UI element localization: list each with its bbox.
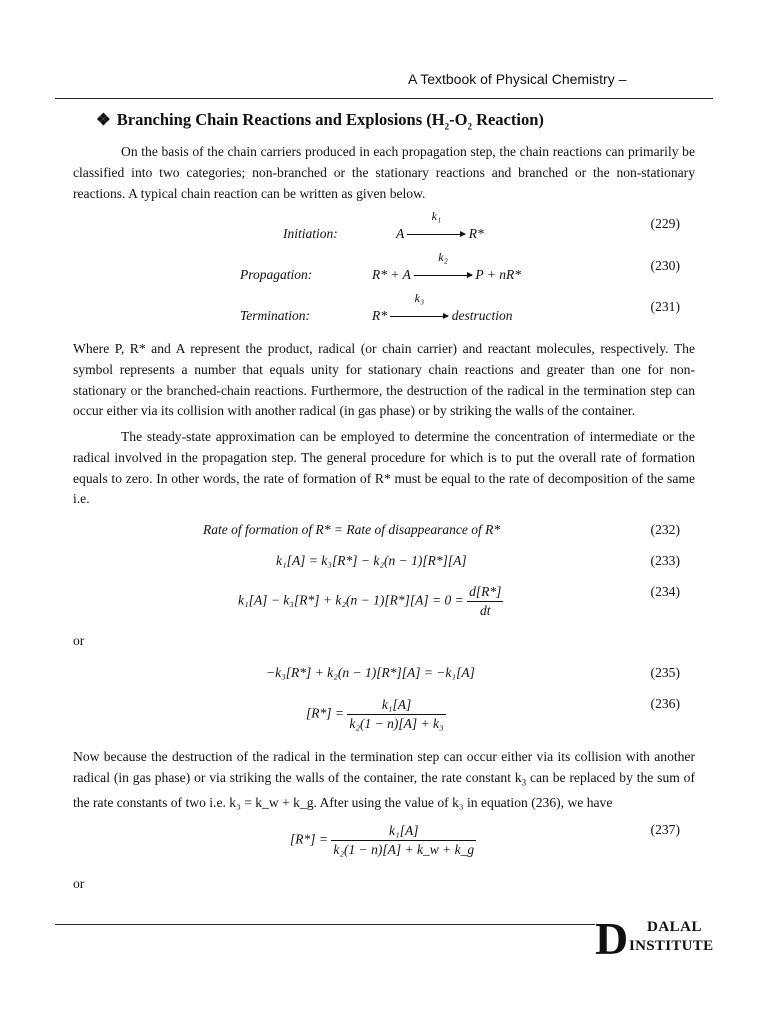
eq-lhs: R* + A [372,267,411,282]
equation-229-label: Initiation: [283,226,338,241]
denominator: k₂(1 − n)[A] + k_w + k_g [333,842,475,857]
equation-number: (232) [650,522,680,537]
eq-lhs: A [396,226,405,241]
equation-235: −k₃[R*] + k₂(n − 1)[R*][A] = −k₁[A] [266,665,475,680]
connector-or: or [73,876,85,891]
section-title-sub: 2 [467,121,472,132]
section-title-mid: -O [449,110,468,129]
reaction-arrow-icon [390,291,448,324]
reaction-arrow-icon [407,209,465,242]
equation-number: (234) [650,584,680,599]
paragraph-intro: On the basis of the chain carriers produced in each propagation step, the chain reactions can primarily be classified into two categories; non-branched or the stationary reactions and branched or the non-stationary reactions. A typical chain reaction can be written as given below. [73,144,695,201]
footer-rule [55,924,595,925]
equation-number: (233) [650,553,680,568]
rate-constant: k₃ [414,291,425,305]
reaction-arrow-icon [414,250,472,283]
paragraph-where: Where P, R* and A represent the product, radical (or chain carrier) and reactant molecules, respectively. The symbol represents a number that equals unity for stationary chain reactions and greater than one for non-stationary or the branched-chain reactions. Furthermore, the destruction of the radical in the termination step can occur either via its collision with another radical (in gas phase) or by striking the walls of the container. [73,341,695,419]
logo-line1: DALAL [647,919,703,935]
equation-230-label: Propagation: [240,267,313,282]
running-header: A Textbook of Physical Chemistry – [408,71,627,87]
equation-231 [372,291,513,324]
paragraph-steady-state: The steady-state approximation can be employed to determine the concentration of intermediate or the radical involved in the propagation step. The general procedure for which is to put the overall rate of formation equals to zero. In other words, the rate of formation of R* must be equal to the rate of decomposition of the same i.e. [73,429,695,507]
section-title [96,110,544,131]
rate-constant: k₁ [431,209,442,223]
equation-number: (237) [650,822,680,837]
eq-lhs: k₁[A] − k₃[R*] + k₂(n − 1)[R*][A] = 0 = [238,592,464,608]
paragraph-text: Now because the destruction of the radical in the termination step can occur either via its collision with another radical (in gas phase) or via striking the walls of the container, the rate constant k [73,749,695,785]
section-title-text: Branching Chain Reactions and Explosions (H [116,110,445,129]
numerator: d[R*] [467,583,503,602]
eq-lhs: [R*] = [290,831,328,847]
equation-230 [372,250,521,283]
fraction [347,696,445,733]
section-title-sub: 2 [444,121,450,132]
equation-233: k₁[A] = k₃[R*] − k₂(n − 1)[R*][A] [276,553,467,568]
numerator: k₁[A] [331,822,476,841]
equation-number: (231) [650,299,680,314]
fraction [331,822,476,859]
equation-232: Rate of formation of R* = Rate of disappearance of R* [203,522,501,537]
numerator: k₁[A] [347,696,445,715]
logo-letter: D [595,913,629,964]
header-rule [55,98,713,99]
equation-number: (235) [650,665,680,680]
eq-rhs: P + nR* [475,267,521,282]
paragraph-rate-constant [73,747,695,814]
equation-229 [396,209,484,242]
paragraph-text: can be replaced by the sum of the rate constants of two i.e. k₃ = k_w + k_g. After using the value of k₃ in equation (236), we have [73,769,696,811]
logo-line2: INSTITUTE [629,938,714,954]
equation-number: (230) [650,258,680,273]
equation-231-label: Termination: [240,308,311,323]
section-title-end: Reaction) [471,110,544,129]
eq-rhs: destruction [451,308,513,323]
denominator: dt [480,603,491,618]
diamond-bullet-icon: ❖ [96,110,111,129]
eq-lhs: R* [372,308,387,323]
rate-constant: k₂ [438,250,448,264]
eq-rhs: R* [468,226,484,241]
equation-number: (229) [650,216,680,231]
paragraph-sub: 3 [521,777,527,788]
denominator: k₂(1 − n)[A] + k₃ [349,716,444,731]
equation-237 [290,822,476,859]
equation-number: (236) [650,696,680,711]
equation-234 [238,583,503,620]
connector-or: or [73,633,85,648]
equation-236 [306,696,446,733]
fraction [467,583,503,620]
eq-lhs: [R*] = [306,705,344,721]
